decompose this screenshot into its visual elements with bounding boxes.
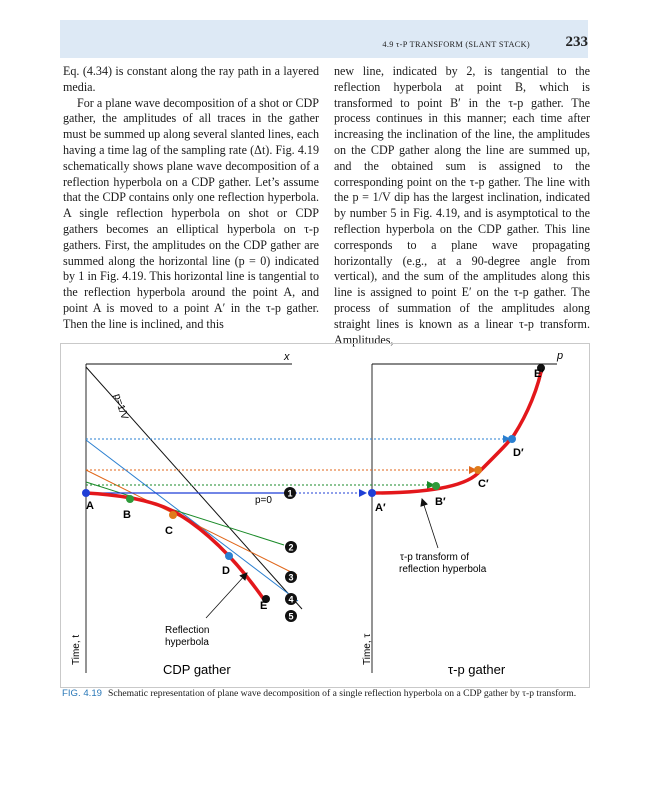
point-e-prime-label: E′	[534, 368, 544, 380]
running-head: 4.9 τ-P TRANSFORM (SLANT STACK)	[382, 40, 530, 49]
line-number: 3	[288, 572, 294, 583]
reflection-hyperbola	[86, 493, 265, 601]
tau-axis-label: Time, τ	[362, 633, 373, 665]
point-b-prime-label: B′	[435, 496, 446, 508]
left-panel-title: CDP gather	[163, 662, 231, 677]
line-number: 4	[288, 594, 294, 605]
right-panel-title: τ-p gather	[448, 662, 506, 677]
point-b-prime	[432, 482, 440, 490]
p0-label: p=0	[255, 495, 272, 506]
point-c-prime	[474, 466, 482, 474]
point-d-prime	[508, 435, 516, 443]
body-left-column	[63, 64, 319, 333]
hyperbola-label: hyperbola	[165, 637, 209, 648]
p-axis-label: p	[557, 350, 564, 362]
point-c-prime-label: C′	[478, 478, 489, 490]
point-b	[126, 495, 134, 503]
figure-frame	[61, 344, 590, 688]
point-b-label: B	[123, 509, 131, 521]
line-2	[86, 482, 284, 545]
paragraph: For a plane wave decomposition of a shot or CDP gather, the amplitudes of all traces in the gather must be summed up along several slanted lines, each having a time lag of the sampling rate (Δt). Fig. 4.19 schematically shows plane wave decomposition of a reflection hyperbola on a CDP gather. Let’s assume that the CDP contains only one reflection hyperbola. A single reflection hyperbola on shot or CDP gathers becomes an elliptical hyperbola on τ-p gathers. First, the amplitudes on the CDP gather are summed along the horizontal line (p = 0) indicated by 1 in Fig. 4.19. This horizontal line is tangential to the reflection hyperbola around the point A, and point A is moved to a point A′ in the τ-p gather. Then the line is inclined, and this	[63, 95, 319, 331]
body-right-column	[334, 64, 590, 348]
tau-p-curve	[372, 367, 542, 493]
x-axis-label: x	[284, 351, 290, 363]
transform-label: reflection hyperbola	[399, 564, 487, 575]
point-e-label: E	[260, 600, 268, 612]
point-d-label: D	[222, 565, 230, 577]
hyperbola-label: Reflection	[165, 625, 210, 636]
figure-label: FIG. 4.19	[62, 688, 102, 699]
line-number: 2	[288, 542, 294, 553]
point-a-label: A	[86, 500, 94, 512]
point-c	[169, 511, 177, 519]
slope-label: p=1/V	[111, 392, 130, 422]
point-c-label: C	[165, 525, 173, 537]
header-band	[60, 20, 588, 58]
point-d-prime-label: D′	[513, 447, 524, 459]
point-d	[225, 552, 233, 560]
figure-4-19	[60, 343, 590, 688]
paragraph: Eq. (4.34) is constant along the ray path in a layered media.	[63, 64, 319, 94]
time-axis-label: Time, t	[71, 634, 82, 665]
point-a-prime-label: A′	[375, 502, 386, 514]
transform-label: τ-p transform of	[400, 552, 469, 563]
figure-caption	[62, 688, 590, 701]
point-a-prime	[368, 489, 376, 497]
point-a	[82, 489, 90, 497]
caption-text: Schematic representation of plane wave decomposition of a single reflection hyperbola on a CDP gather by τ-p transform.	[108, 688, 577, 699]
page-number: 233	[565, 34, 588, 50]
line-number: 1	[287, 488, 293, 499]
line-4	[86, 440, 298, 601]
line-number: 5	[288, 611, 294, 622]
annotation-arrow	[206, 573, 247, 618]
paragraph: new line, indicated by 2, is tangential to the reflection hyperbola at point B, which is transformed to point B′ in the τ-p gather. The process continues in this manner; each time after increasing the inclination of the line, the amplitudes on the CDP gather along the line are summed up, and the obtained sum is assigned to the corresponding point on the τ-p gather. The line with the p = 1/V dip has the largest inclination, indicated by number 5 in Fig. 4.19, and is asymptotical to the reflection hyperbola on the CDP gather. This line corresponds to a plane wave propagating horizontally (e.g., at a 90-degree angle from vertical), and the sum of the amplitudes along this line is assigned to point E′ on the τ-p gather. The process of summation of the amplitudes along straight lines is known as a linear τ-p transform. Amplitudes,	[334, 64, 590, 347]
